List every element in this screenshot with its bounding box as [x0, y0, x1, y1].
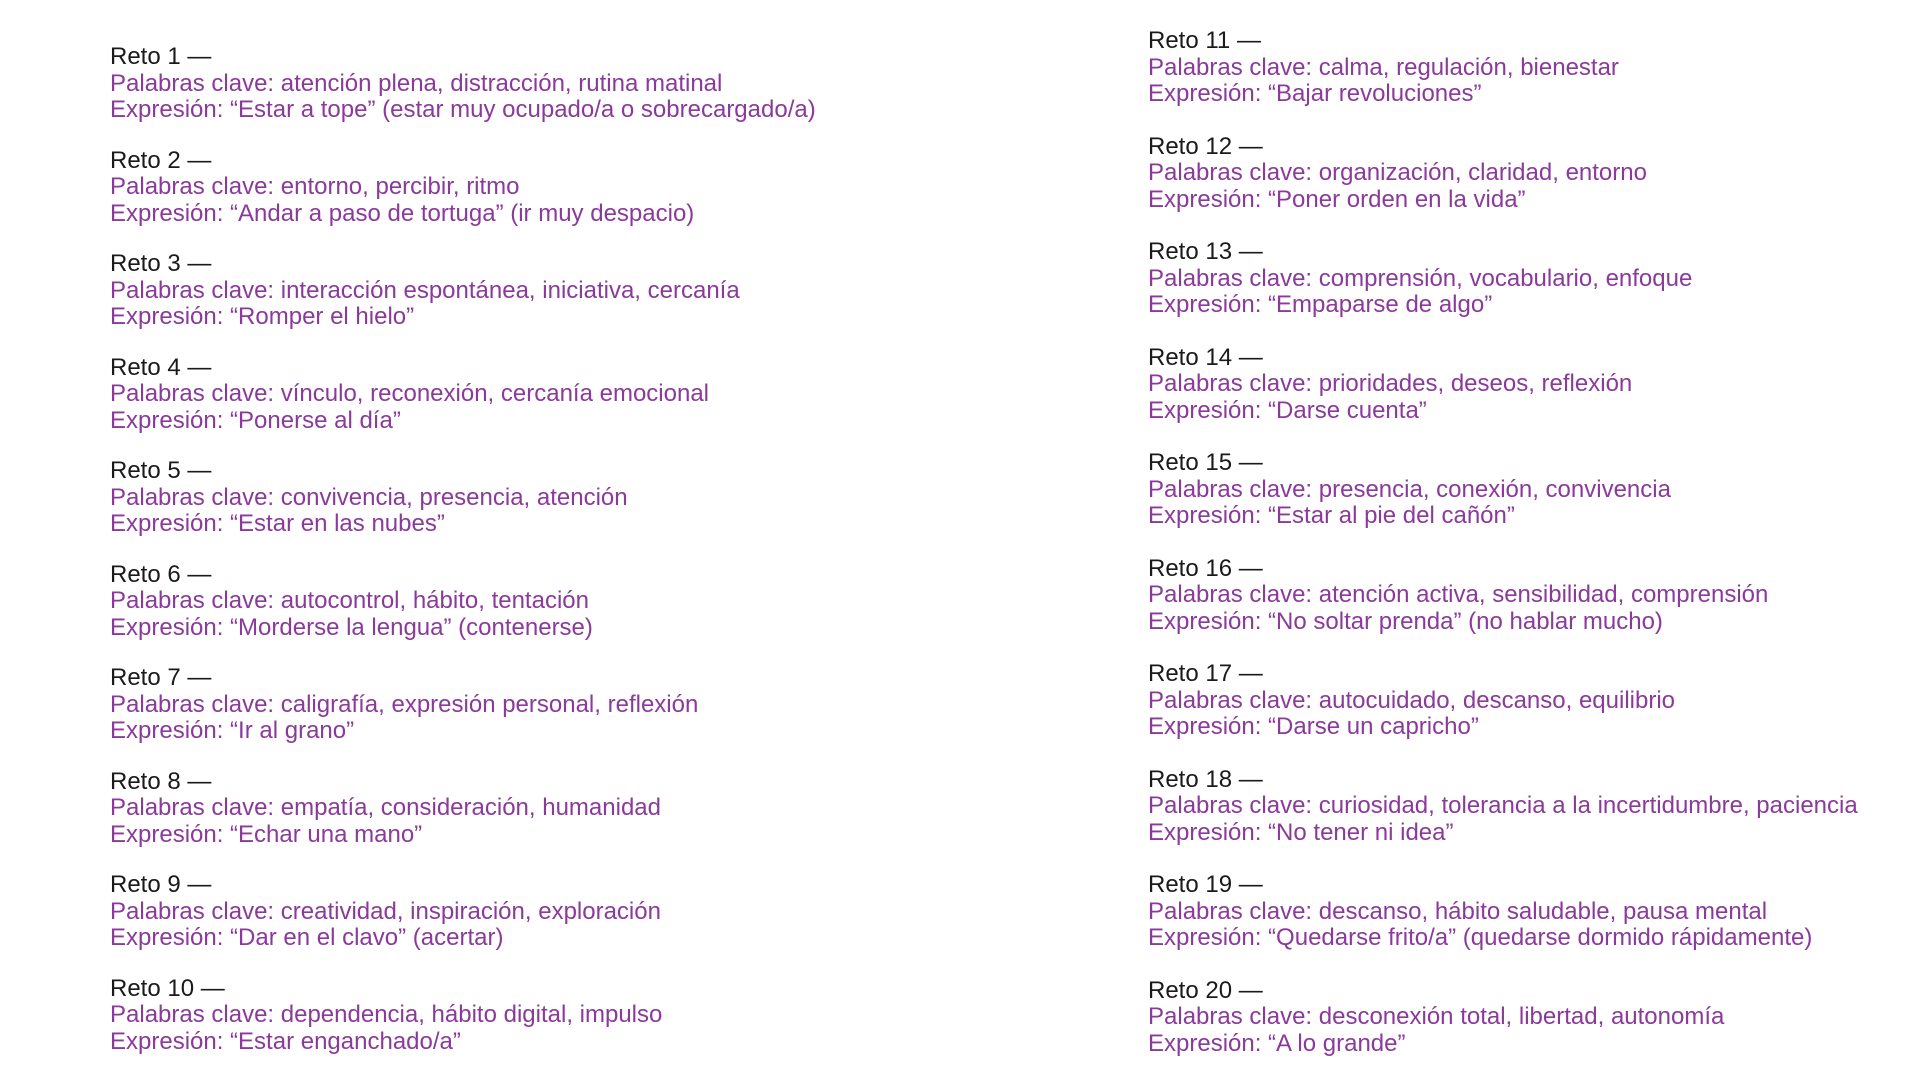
reto-keywords: Palabras clave: autocontrol, hábito, tentación	[110, 587, 589, 614]
reto-item	[110, 872, 816, 952]
reto-item	[110, 769, 816, 849]
reto-expression: Expresión: “Darse un capricho”	[1148, 713, 1479, 740]
reto-expression: Expresión: “Quedarse frito/a” (quedarse dormido rápidamente)	[1148, 924, 1813, 951]
reto-item	[1148, 872, 1858, 952]
right-column	[1148, 28, 1858, 1083]
reto-title: Reto 6 —	[110, 560, 212, 588]
reto-title: Reto 20 —	[1148, 976, 1263, 1004]
reto-expression: Expresión: “Bajar revoluciones”	[1148, 80, 1482, 107]
reto-expression: Expresión: “Morderse la lengua” (contenerse)	[110, 613, 593, 641]
reto-expression: Expresión: “Estar enganchado/a”	[110, 1027, 461, 1055]
reto-expression: Expresión: “Empaparse de algo”	[1148, 291, 1493, 318]
reto-item	[110, 44, 816, 124]
reto-keywords: Palabras clave: vínculo, reconexión, cercanía emocional	[110, 380, 709, 407]
reto-item	[1148, 661, 1858, 741]
reto-expression: Expresión: “Estar a tope” (estar muy ocupado/a o sobrecargado/a)	[110, 96, 816, 123]
reto-title: Reto 5 —	[110, 457, 212, 484]
reto-keywords: Palabras clave: organización, claridad, entorno	[1148, 159, 1647, 186]
reto-keywords: Palabras clave: atención activa, sensibilidad, comprensión	[1148, 581, 1769, 608]
reto-item	[110, 251, 816, 331]
reto-title: Reto 13 —	[1148, 238, 1263, 265]
reto-title: Reto 18 —	[1148, 765, 1263, 793]
reto-title: Reto 11 —	[1148, 27, 1261, 54]
reto-title: Reto 17 —	[1148, 660, 1263, 687]
reto-item	[110, 976, 816, 1056]
reto-expression: Expresión: “Ponerse al día”	[110, 406, 401, 434]
reto-keywords: Palabras clave: interacción espontánea, iniciativa, cercanía	[110, 276, 740, 304]
reto-keywords: Palabras clave: entorno, percibir, ritmo	[110, 173, 520, 200]
reto-title: Reto 2 —	[110, 146, 212, 174]
reto-expression: Expresión: “Andar a paso de tortuga” (ir muy despacio)	[110, 199, 695, 227]
reto-item	[1148, 134, 1858, 214]
reto-expression: Expresión: “Estar al pie del cañón”	[1148, 502, 1515, 529]
reto-expression: Expresión: “Ir al grano”	[110, 717, 355, 744]
reto-item	[1148, 978, 1858, 1058]
reto-keywords: Palabras clave: descanso, hábito saludable, pausa mental	[1148, 897, 1768, 925]
reto-keywords: Palabras clave: dependencia, hábito digital, impulso	[110, 1001, 663, 1028]
reto-item	[1148, 556, 1858, 636]
reto-item	[110, 665, 816, 745]
reto-keywords: Palabras clave: presencia, conexión, convivencia	[1148, 475, 1671, 503]
reto-item	[110, 355, 816, 435]
reto-item	[110, 562, 816, 642]
reto-keywords: Palabras clave: curiosidad, tolerancia a la incertidumbre, paciencia	[1148, 792, 1858, 819]
reto-keywords: Palabras clave: calma, regulación, bienestar	[1148, 53, 1619, 81]
reto-title: Reto 16 —	[1148, 554, 1263, 582]
reto-keywords: Palabras clave: prioridades, deseos, reflexión	[1148, 370, 1633, 397]
reto-keywords: Palabras clave: creatividad, inspiración, exploración	[110, 897, 661, 925]
reto-item	[110, 148, 816, 228]
reto-keywords: Palabras clave: empatía, consideración, humanidad	[110, 794, 661, 821]
reto-title: Reto 3 —	[110, 250, 212, 277]
reto-keywords: Palabras clave: atención plena, distracción, rutina matinal	[110, 69, 723, 97]
reto-title: Reto 14 —	[1148, 343, 1263, 371]
reto-expression: Expresión: “Poner orden en la vida”	[1148, 185, 1526, 213]
reto-title: Reto 9 —	[110, 871, 212, 898]
reto-title: Reto 1 —	[110, 43, 212, 70]
reto-expression: Expresión: “Romper el hielo”	[110, 303, 415, 330]
reto-item	[1148, 767, 1858, 847]
reto-keywords: Palabras clave: caligrafía, expresión personal, reflexión	[110, 690, 699, 718]
reto-keywords: Palabras clave: desconexión total, libertad, autonomía	[1148, 1003, 1725, 1030]
reto-expression: Expresión: “Darse cuenta”	[1148, 396, 1427, 424]
reto-item	[1148, 450, 1858, 530]
reto-expression: Expresión: “A lo grande”	[1148, 1029, 1406, 1057]
reto-expression: Expresión: “Echar una mano”	[110, 820, 423, 848]
reto-title: Reto 19 —	[1148, 871, 1263, 898]
reto-item	[1148, 345, 1858, 425]
reto-item	[1148, 28, 1858, 108]
reto-title: Reto 10 —	[110, 974, 225, 1002]
reto-title: Reto 12 —	[1148, 132, 1263, 160]
reto-expression: Expresión: “No tener ni idea”	[1148, 818, 1454, 846]
reto-keywords: Palabras clave: comprensión, vocabulario, enfoque	[1148, 264, 1693, 292]
reto-title: Reto 8 —	[110, 767, 212, 795]
reto-keywords: Palabras clave: convivencia, presencia, atención	[110, 483, 628, 511]
reto-item	[1148, 239, 1858, 319]
reto-expression: Expresión: “Estar en las nubes”	[110, 510, 445, 537]
reto-keywords: Palabras clave: autocuidado, descanso, equilibrio	[1148, 686, 1676, 714]
reto-expression: Expresión: “No soltar prenda” (no hablar mucho)	[1148, 607, 1663, 635]
reto-expression: Expresión: “Dar en el clavo” (acertar)	[110, 924, 504, 951]
reto-title: Reto 4 —	[110, 353, 212, 381]
reto-title: Reto 15 —	[1148, 449, 1263, 476]
left-column	[110, 44, 816, 1079]
reto-item	[110, 458, 816, 538]
reto-title: Reto 7 —	[110, 664, 212, 691]
